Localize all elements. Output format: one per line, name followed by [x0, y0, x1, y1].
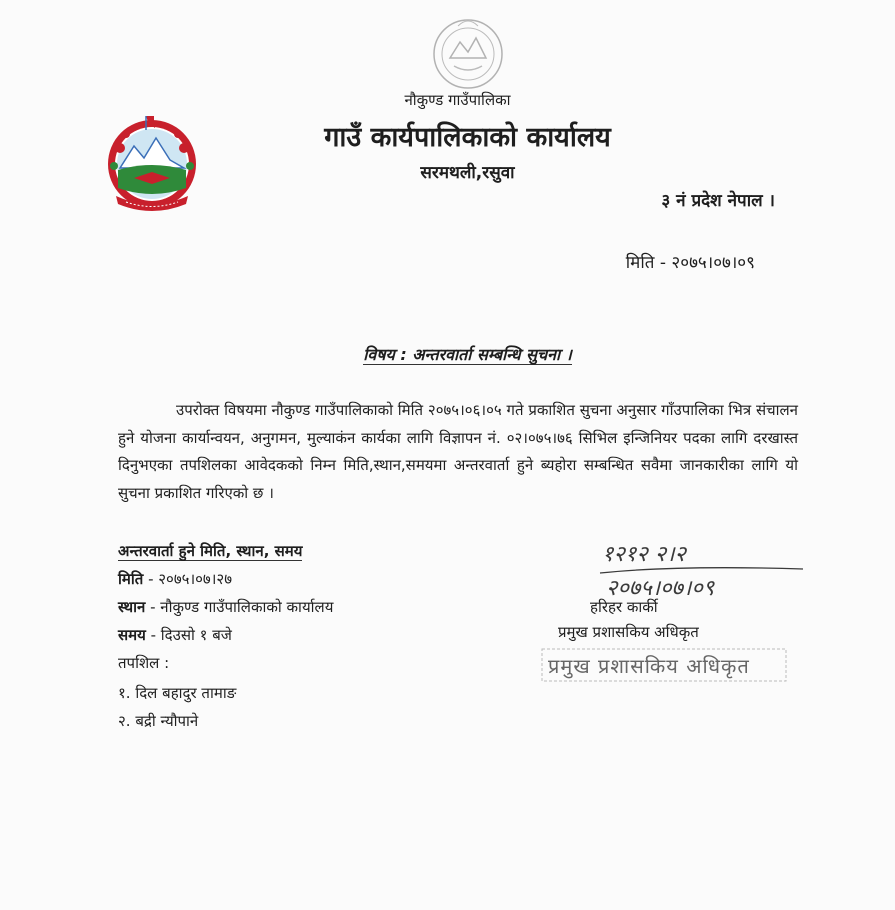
municipality-name: नौकुण्ड गाउँपालिका: [404, 91, 511, 109]
signatory-name: हरिहर कार्की: [590, 598, 658, 616]
notice-body: उपरोक्त विषयमा नौकुण्ड गाउँपालिकाको मिति २०७५।०६।०५ गते प्रकाशित सुचना अनुसार गाँउपालिका भित्र संचालन हुने योजना कार्यान्वयन, अनुगमन, मुल्याकंन कार्यका लागि विज्ञापन नं. ०२।०७५।७६ सिभिल इन्जिनियर पदका लागि दरखास्त दिनुभएका तपशिलका आवेदकको निम्न मिति,स्थान,समयमा अन्तरवार्ता हुने ब्यहोरा सम्बन्धित सवैमा जानकारीका लागि यो सुचना प्रकाशित गरिएको छ ।: [118, 401, 798, 502]
interview-time-label: समय: [118, 626, 146, 644]
interview-place-label: स्थान: [118, 598, 146, 616]
signatory-title: प्रमुख प्रशासकिय अधिकृत: [558, 623, 699, 641]
interview-place-row: स्थान - नौकुण्ड गाउँपालिकाको कार्यालय: [118, 598, 334, 616]
candidate-list-label: तपशिल :: [118, 654, 170, 672]
office-address: सरमथली,रसुवा: [420, 163, 515, 183]
interview-date-row: मिति - २०७५।०७।२७: [118, 570, 233, 588]
official-stamp: [540, 645, 790, 685]
candidate-item-1: १. दिल बहादुर तामाङ: [118, 684, 237, 702]
subject-line: [0, 343, 895, 365]
signature-initials: १२१२ २।२: [602, 542, 686, 567]
interview-place-value: नौकुण्ड गाउँपालिकाको कार्यालय: [160, 598, 334, 616]
office-title: गाउँ कार्यपालिकाको कार्यालय: [324, 122, 611, 153]
subject-text: विषय : अन्तरवार्ता सम्बन्धि सुचना ।: [363, 345, 572, 364]
office-seal-watermark: [428, 6, 508, 102]
interview-time-row: समय - दिउसो १ बजे: [118, 626, 232, 644]
candidate-item-2: २. बद्री न्यौपाने: [118, 712, 199, 730]
interview-time-value: दिउसो १ बजे: [160, 626, 232, 644]
stamp-text: प्रमुख प्रशासकिय अधिकृत: [548, 654, 750, 678]
interview-heading: [118, 541, 302, 561]
interview-date-value: २०७५।०७।२७: [158, 570, 233, 588]
signature-date: २०७५।०७।०९: [606, 576, 715, 601]
letter-date: मिति - २०७५।०७।०९: [625, 253, 755, 273]
interview-heading-text: अन्तरवार्ता हुने मिति, स्थान, समय: [118, 542, 303, 560]
province-line: ३ नं प्रदेश नेपाल ।: [661, 191, 775, 211]
interview-date-label: मिति: [118, 570, 144, 588]
